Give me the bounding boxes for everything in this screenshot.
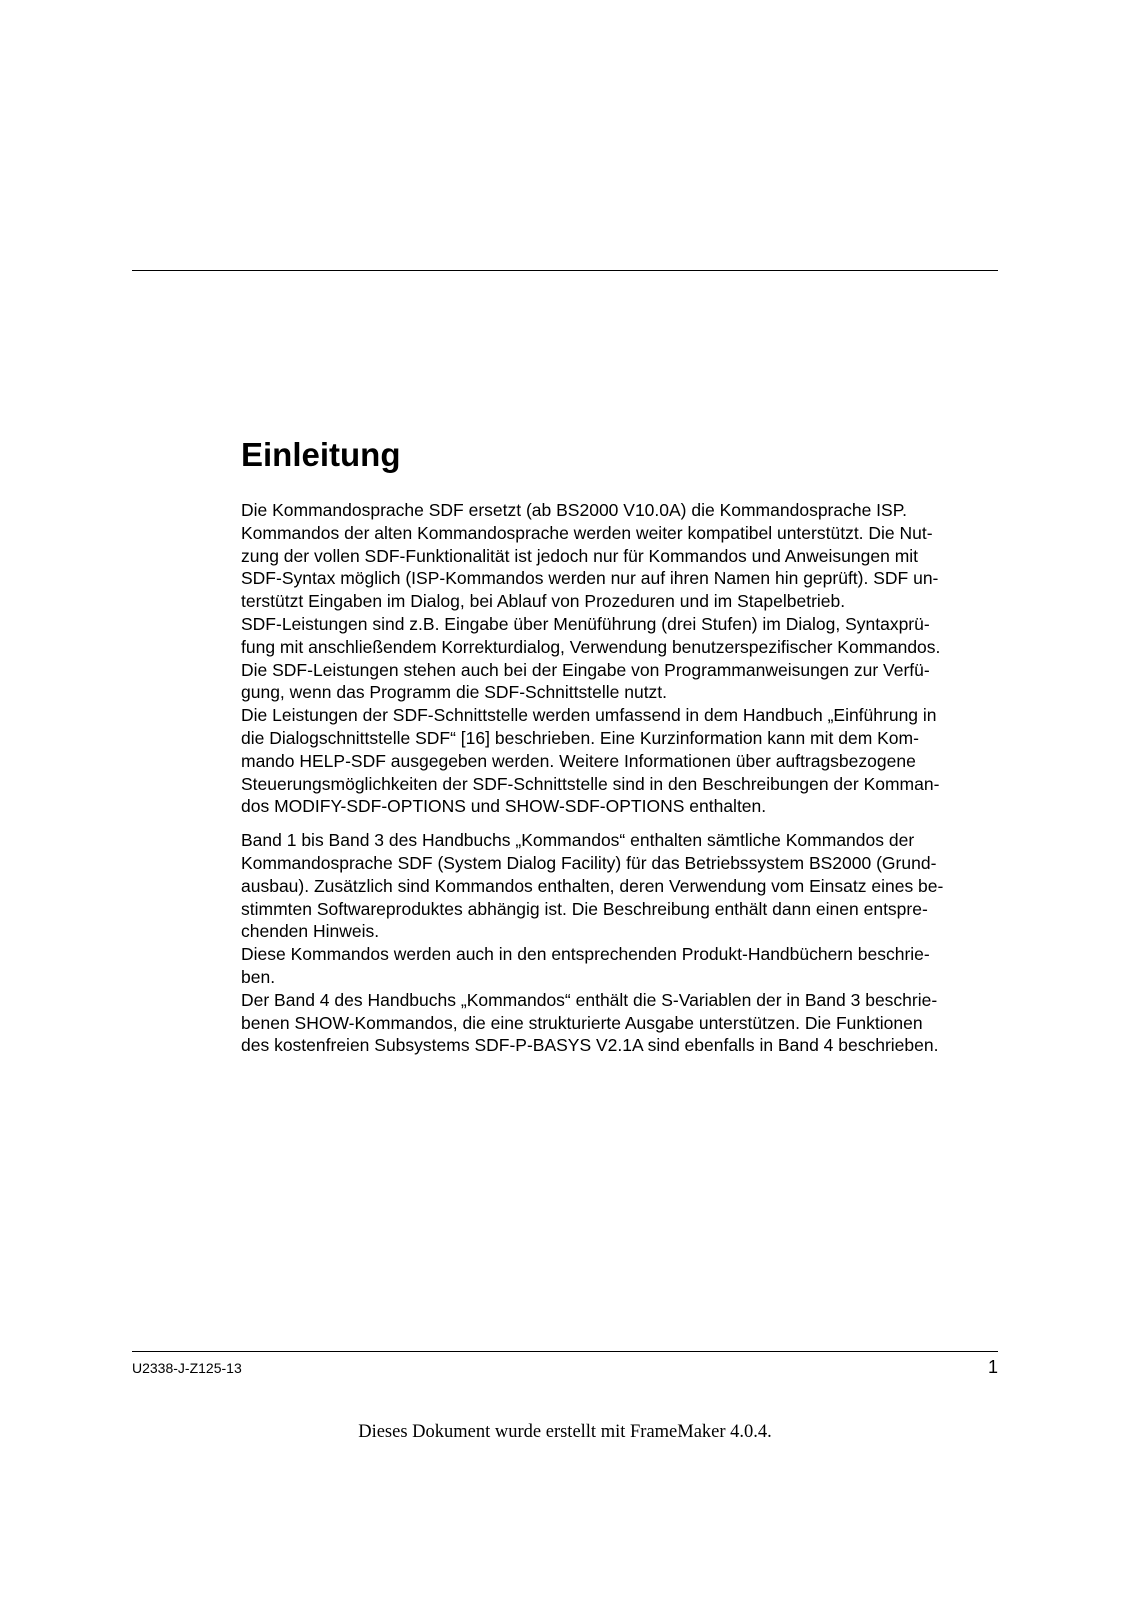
text-line: ausbau). Zusätzlich sind Kommandos enthalten, deren Verwendung vom Einsatz eines be- [241,875,944,896]
text-line: ben. [241,966,276,987]
text-line: Kommandosprache SDF (System Dialog Facility) für das Betriebssystem BS2000 (Grund- [241,852,937,873]
text-line: fung mit anschließendem Korrekturdialog, Verwendung benutzerspezifischer Kommandos. [241,636,941,657]
text-line: Die SDF-Leistungen stehen auch bei der Eingabe von Programmanweisungen zur Verfü- [241,659,930,680]
main-content [241,434,1011,1057]
header-rule [132,270,998,271]
text-line: SDF-Syntax möglich (ISP-Kommandos werden nur auf ihren Namen hin geprüft). SDF un- [241,568,939,589]
text-line: Band 1 bis Band 3 des Handbuchs „Kommandos“ enthalten sämtliche Kommandos der [241,830,915,851]
text-line: dos MODIFY-SDF-OPTIONS und SHOW-SDF-OPTIONS enthalten. [241,796,767,817]
text-line: zung der vollen SDF-Funktionalität ist jedoch nur für Kommandos und Anweisungen mit [241,545,919,566]
footer-rule [132,1351,998,1352]
text-line: Steuerungsmöglichkeiten der SDF-Schnittstelle sind in den Beschreibungen der Komman- [241,773,940,794]
text-line: chenden Hinweis. [241,921,380,942]
text-line: terstützt Eingaben im Dialog, bei Ablauf von Prozeduren und im Stapelbetrieb. [241,591,846,612]
paragraph-1 [241,499,1011,818]
text-line: benen SHOW-Kommandos, die eine strukturierte Ausgabe unterstützen. Die Funktionen [241,1012,923,1033]
text-line: gung, wenn das Programm die SDF-Schnittstelle nutzt. [241,682,668,703]
text-line: mando HELP-SDF ausgegeben werden. Weitere Informationen über auftragsbezogene [241,750,916,771]
chapter-title: Einleitung [241,436,401,473]
text-line: Diese Kommandos werden auch in den entsprechenden Produkt-Handbüchern beschrie- [241,944,930,965]
text-line: stimmten Softwareproduktes abhängig ist. Die Beschreibung enthält dann einen entspre- [241,898,928,919]
text-line: Die Kommandosprache SDF ersetzt (ab BS2000 V10.0A) die Kommandosprache ISP. [241,500,907,520]
text-line: SDF-Leistungen sind z.B. Eingabe über Menüführung (drei Stufen) im Dialog, Syntaxprü- [241,613,930,634]
text-line: Der Band 4 des Handbuchs „Kommandos“ enthält die S-Variablen der in Band 3 beschrie- [241,989,938,1010]
text-line: die Dialogschnittstelle SDF“ [16] beschrieben. Eine Kurzinformation kann mit dem Kom- [241,727,919,748]
text-line: Die Leistungen der SDF-Schnittstelle werden umfassend in dem Handbuch „Einführung in [241,705,937,726]
generator-note: Dieses Dokument wurde erstellt mit FrameMaker 4.0.4. [358,1422,772,1442]
paragraph-2 [241,829,1011,1057]
page-number: 1 [987,1357,998,1377]
text-line: des kostenfreien Subsystems SDF-P-BASYS V2.1A sind ebenfalls in Band 4 beschrieben. [241,1035,939,1056]
document-code: U2338-J-Z125-13 [132,1360,242,1376]
text-line: Kommandos der alten Kommandosprache werden weiter kompatibel unterstützt. Die Nut- [241,522,933,543]
